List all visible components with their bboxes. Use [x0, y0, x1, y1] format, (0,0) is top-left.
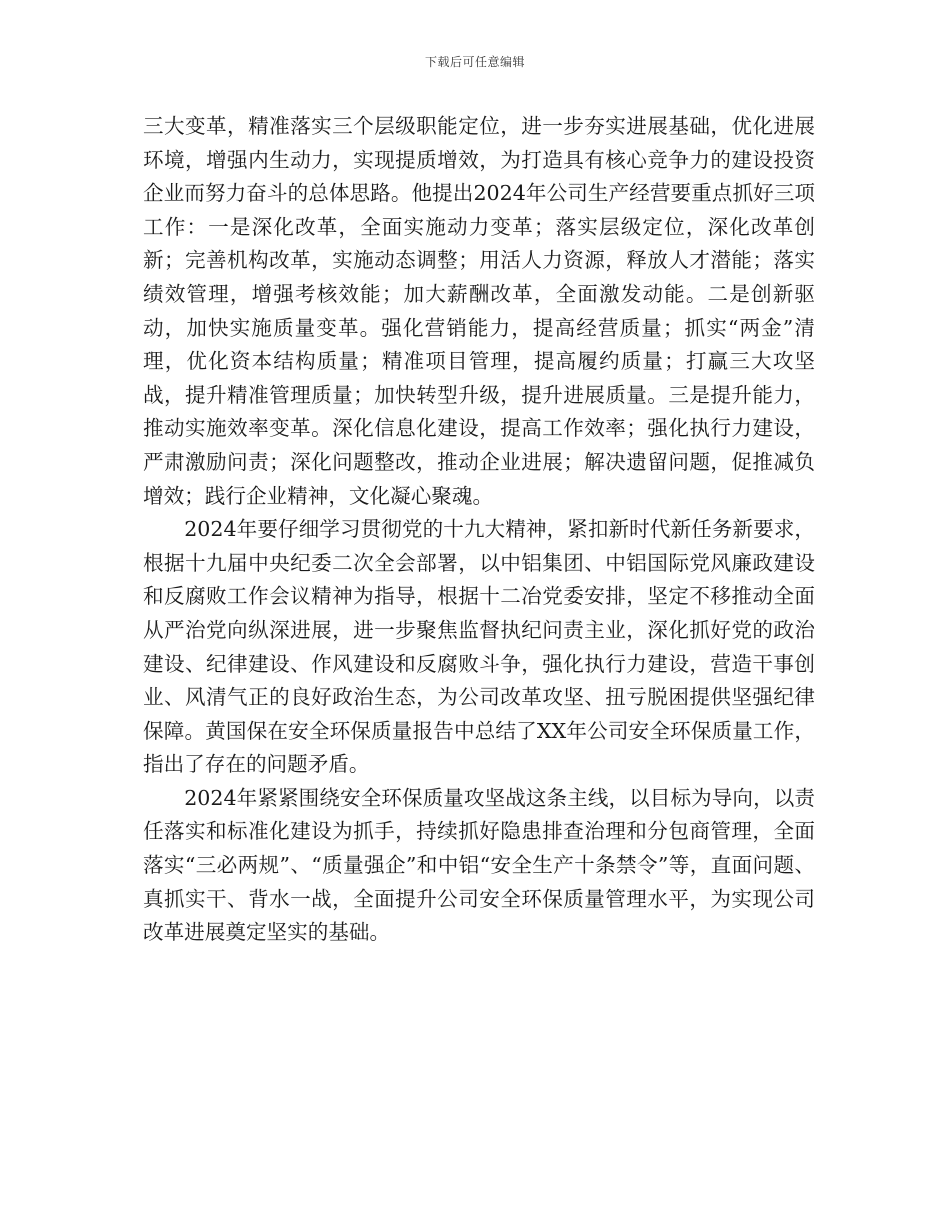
paragraph-2: 2024年要仔细学习贯彻党的十九大精神，紧扣新时代新任务新要求，根据十九届中央纪委二次全会部署，以中铝集团、中铝国际党风廉政建设和反腐败工作会议精神为指导，根据十二冶党委安排，坚定不移推动全面从严治党向纵深进展，进一步聚焦监督执纪问责主业，深化抓好党的政治建设、纪律建设、作风建设和反腐败斗争，强化执行力建设，营造干事创业、风清气正的良好政治生态，为公司改革攻坚、扭亏脱困提供坚强纪律保障。黄国保在安全环保质量报告中总结了XX年公司安全环保质量工作，指出了存在的问题矛盾。	[143, 517, 815, 777]
paragraph-3: 2024年紧紧围绕安全环保质量攻坚战这条主线，以目标为导向，以责任落实和标准化建设为抓手，持续抓好隐患排查治理和分包商管理，全面落实“三必两规”、“质量强企”和中铝“安全生产十条禁令”等，直面问题、真抓实干、背水一战，全面提升公司安全环保质量管理水平，为实现公司改革进展奠定坚实的基础。	[143, 785, 815, 945]
page-header: 下载后可任意编辑	[424, 55, 525, 69]
document-body	[143, 110, 815, 950]
paragraph-1: 三大变革，精准落实三个层级职能定位，进一步夯实进展基础，优化进展环境，增强内生动力，实现提质增效，为打造具有核心竞争力的建设投资企业而努力奋斗的总体思路。他提出2024年公司生产经营要重点抓好三项工作：一是深化改革，全面实施动力变革；落实层级定位，深化改革创新；完善机构改革，实施动态调整；用活人力资源，释放人才潜能；落实绩效管理，增强考核效能；加大薪酬改革，全面激发动能。二是创新驱动，加快实施质量变革。强化营销能力，提高经营质量；抓实“两金”清理，优化资本结构质量；精准项目管理，提高履约质量；打赢三大攻坚战，提升精准管理质量；加快转型升级，提升进展质量。三是提升能力，推动实施效率变革。深化信息化建设，提高工作效率；强化执行力建设，严肃激励问责；深化问题整改，推动企业进展；解决遗留问题，促推减负增效；践行企业精神，文化凝心聚魂。	[143, 114, 815, 508]
